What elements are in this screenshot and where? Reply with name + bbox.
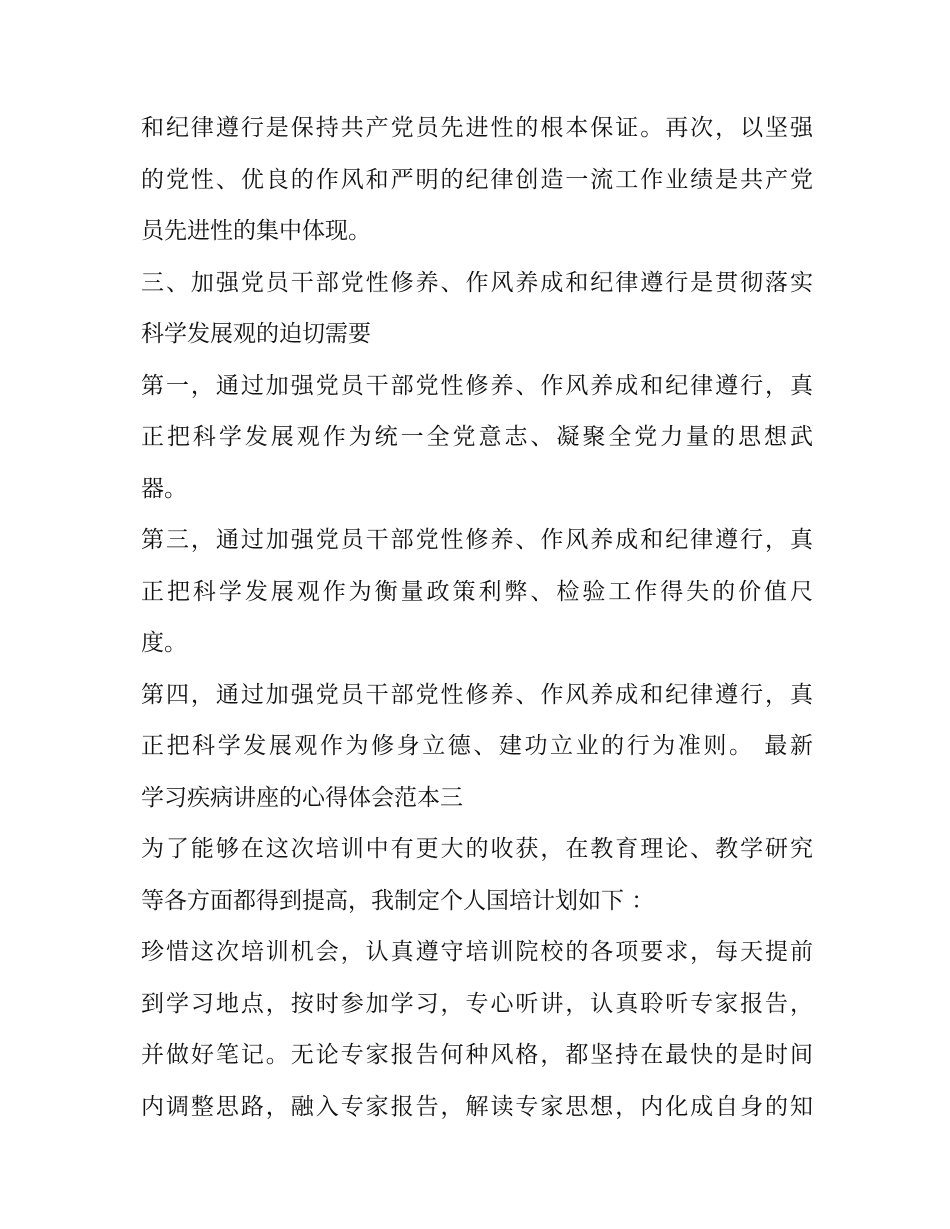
text-line: 学习疾病讲座的心得体会范本三 (141, 784, 463, 811)
text-line: 正把科学发展观作为衡量政策利弊、检验工作得失的价值尺 (141, 578, 813, 605)
text-line: 第四，通过加强党员干部党性修养、作风养成和纪律遵行，真 (141, 681, 813, 708)
text-line: 的党性、优良的作风和严明的纪律创造一流工作业绩是共产党 (141, 166, 813, 193)
text-line: 第三，通过加强党员干部党性修养、作风养成和纪律遵行，真 (141, 527, 813, 553)
text-line: 正把科学发展观作为修身立德、建功立业的行为准则。 最新 (141, 733, 813, 759)
text-line: 并做好笔记。无论专家报告何种风格，都坚持在最快的是时间 (141, 1042, 813, 1068)
document-body (141, 103, 813, 1133)
text-line: 为了能够在这次培训中有更大的收获，在教育理论、教学研究 (141, 836, 813, 862)
text-line: 正把科学发展观作为统一全党意志、凝聚全党力量的思想武 (141, 424, 813, 450)
text-line: 度。 (141, 630, 187, 656)
text-line: 到学习地点，按时参加学习，专心听讲，认真聆听专家报告， (141, 990, 813, 1017)
text-line: 等各方面都得到提高，我制定个人国培计划如下 ： (141, 887, 655, 914)
section-heading-line: 三、加强党员干部党性修养、作风养成和纪律遵行是贯彻落实 (141, 269, 813, 296)
text-line: 珍惜这次培训机会，认真遵守培训院校的各项要求，每天提前 (141, 939, 813, 965)
text-line: 器。 (141, 475, 187, 502)
text-line: 第一，通过加强党员干部党性修养、作风养成和纪律遵行，真 (141, 372, 813, 399)
text-line: 和纪律遵行是保持共产党员先进性的根本保证。再次，以坚强 (141, 115, 813, 141)
section-heading-line: 科学发展观的迫切需要 (141, 321, 371, 347)
text-line: 员先进性的集中体现。 (141, 218, 371, 244)
text-line: 内调整思路，融入专家报告，解读专家思想，内化成自身的知 (141, 1093, 813, 1120)
